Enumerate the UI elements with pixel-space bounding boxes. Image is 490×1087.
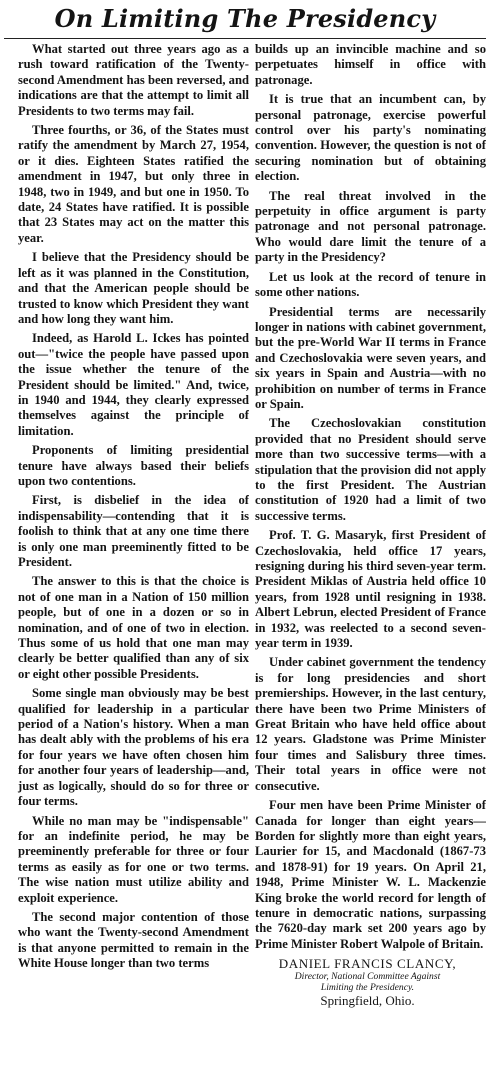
paragraph: The real threat involved in the perpetuity in office argument is party patronage and not personal patronage. Who would dare limit the tenure of a party in the Presidency?	[255, 188, 486, 265]
paragraph: It is true that an incumbent can, by personal patronage, exercise powerful control over his party's nominating convention. However, the question is not of securing nomination but of obtaining election.	[255, 92, 486, 184]
article-body	[4, 42, 486, 1087]
headline: On Limiting The Presidency	[54, 4, 436, 33]
author-title-line-2: Limiting the Presidency.	[320, 982, 415, 994]
paragraph: Presidential terms are necessarily longer in nations with cabinet government, but the pre-World War II terms in France and Czechoslovakia were seven years, and six years in Spain and Austria—with no prohibition on number of terms in France or Spain.	[255, 304, 486, 411]
paragraph: The answer to this is that the choice is not of one man in a Nation of 150 million people, but of one in a dozen or so in nomination, and of one of two in election. Thus some of us hold that one man may clearly be better qualified than any of six or eight other possible Presidents.	[18, 574, 249, 681]
signature-block	[255, 956, 486, 1009]
headline-rule	[4, 38, 486, 39]
author-title-line-1: Director, National Committee Against	[294, 971, 441, 983]
paragraph: Indeed, as Harold L. Ickes has pointed out—"twice the people have passed upon the issue whether the tenure of the President should be limited." And, twice, in 1940 and 1944, they clearly expressed themselves against the principle of limitation.	[18, 331, 249, 438]
author-name: DANIEL FRANCIS CLANCY,	[278, 956, 457, 972]
paragraph: First, is disbelief in the idea of indispensability—contending that it is foolish to think that at any one time there is only one man preeminently fitted to be President.	[18, 493, 249, 569]
paragraph: Proponents of limiting presidential tenure have always based their beliefs upon two contentions.	[18, 443, 249, 488]
paragraph: While no man may be "indispensable" for an indefinite period, he may be preeminently preferable for three or four terms as easily as for one or two terms. The wise nation must utilize ability and exploit experience.	[18, 813, 249, 905]
left-column	[4, 42, 249, 1087]
author-location: Springfield, Ohio.	[320, 993, 415, 1009]
paragraph: Let us look at the record of tenure in some other nations.	[255, 269, 486, 300]
paragraph: What started out three years ago as a rush toward ratification of the Twenty-second Amendment has been reversed, and indications are that the attempt to limit all Presidents to two terms may fail.	[18, 42, 249, 118]
paragraph: Prof. T. G. Masaryk, first President of Czechoslovakia, held office 17 years, resigning during his third seven-year term. President Miklas of Austria held office 10 years, from 1928 until resigning in 1938. Albert Lebrun, elected President of France in 1932, was reelected to a second seven-year term in 1939.	[255, 528, 486, 651]
paragraph: I believe that the Presidency should be left as it was planned in the Constitution, and that the American people should be trusted to know which President they want and how long they want him.	[18, 250, 249, 326]
paragraph: Three fourths, or 36, of the States must ratify the amendment by March 27, 1954, or it dies. Eighteen States ratified the amendment in 1947, but only three in 1948, two in 1949, and but one in 1950. To date, 24 States have ratified. It is possible that 23 States may act on the matter this year.	[18, 123, 249, 245]
paragraph: The second major contention of those who want the Twenty-second Amendment is that anyone permitted to remain in the White House longer than two terms	[18, 909, 249, 971]
paragraph: Some single man obviously may be best qualified for leadership in a particular period of a Nation's history. When a man has dealt ably with the problems of his era for four years we have often chosen him for another four years of leadership—and, just as logically, should do so for three or four terms.	[18, 686, 249, 809]
paragraph: Under cabinet government the tendency is for long presidencies and short premierships. However, in the last century, there have been two Prime Ministers of Great Britain who have held office about 12 years. Gladstone was Prime Minister four times and Salisbury three times. Their total years in office were not consecutive.	[255, 655, 486, 793]
paragraph: Four men have been Prime Minister of Canada for longer than eight years—Borden for slightly more than eight years, Laurier for 15, and Macdonald (1867-73 and 1878-91) for 19 years. On April 21, 1948, Prime Minister W. L. Mackenzie King broke the world record for length of tenure in democratic nations, surpassing the 7620-day mark set 200 years ago by Prime Minister Robert Walpole of Britain.	[255, 798, 486, 951]
right-column	[255, 42, 486, 1087]
paragraph: builds up an invincible machine and so perpetuates himself in office with patronage.	[255, 42, 486, 87]
paragraph: The Czechoslovakian constitution provided that no President should serve more than two successive terms—with a stipulation that the provision did not apply to the first President. The Austrian constitution of 1920 had a limit of two successive terms.	[255, 416, 486, 523]
